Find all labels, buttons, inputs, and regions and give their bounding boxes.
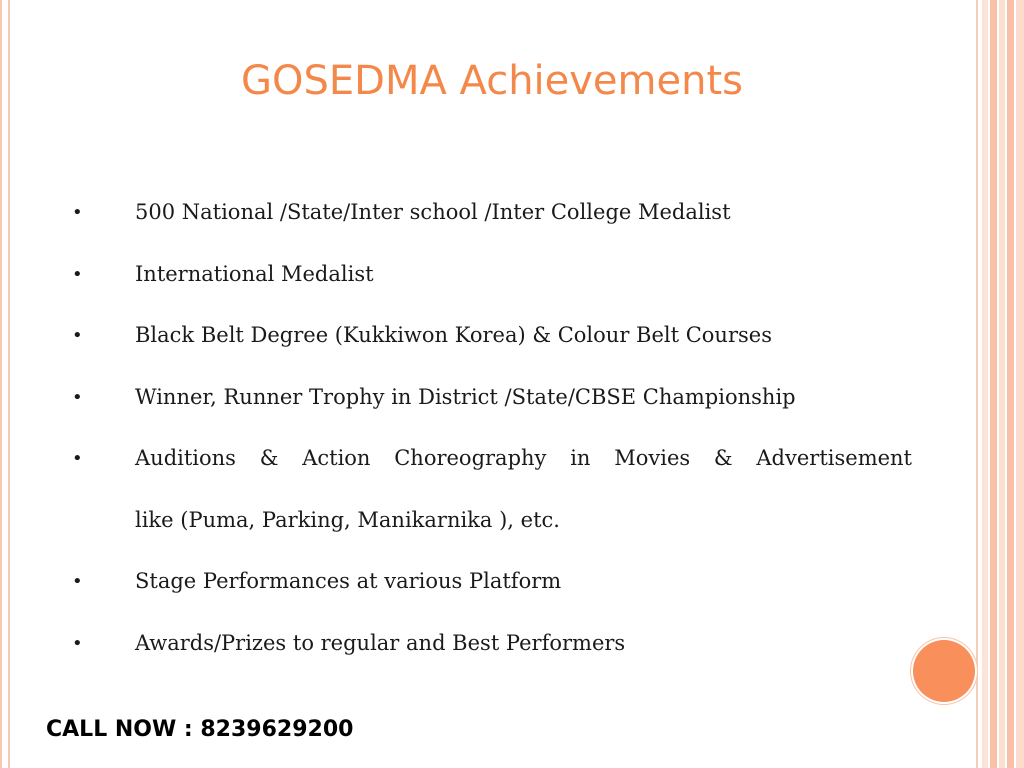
list-item — [72, 182, 912, 244]
bullet-icon: • — [72, 325, 83, 346]
list-item — [72, 613, 912, 675]
list-item — [72, 244, 912, 306]
list-item-text: Black Belt Degree (Kukkiwon Korea) & Colour Belt Courses — [135, 323, 772, 347]
list-item — [72, 551, 912, 613]
list-item — [72, 428, 912, 551]
list-item-text: Awards/Prizes to regular and Best Performers — [135, 630, 626, 655]
right-border-stripe — [1016, 0, 1024, 768]
right-border-stripe — [990, 0, 997, 768]
bullet-icon: • — [72, 448, 83, 469]
list-item — [72, 367, 912, 429]
left-border-stripe-inner — [8, 0, 10, 768]
right-border-stripe — [976, 0, 978, 768]
list-item-text-continued: like (Puma, Parking, Manikarnika ), etc. — [135, 507, 560, 532]
bullet-icon: • — [72, 632, 83, 654]
call-now-text: CALL NOW : 8239629200 — [46, 717, 354, 742]
list-item-text: 500 National /State/Inter school /Inter College Medalist — [135, 200, 731, 224]
list-item — [72, 305, 912, 367]
bullet-icon: • — [72, 386, 83, 408]
bullet-icon: • — [72, 202, 83, 223]
slide-title: GOSEDMA Achievements — [241, 58, 743, 104]
list-item-text: International Medalist — [135, 261, 374, 286]
achievement-list — [72, 182, 912, 674]
list-item-text: Stage Performances at various Platform — [135, 569, 562, 593]
list-item-text: Auditions & Action Choreography in Movies & Advertisement — [135, 446, 912, 470]
right-border-stripe — [1007, 0, 1014, 768]
bullet-icon: • — [72, 263, 83, 285]
left-border-stripe — [0, 0, 2, 768]
right-border-stripe — [982, 0, 988, 768]
right-border-stripe — [999, 0, 1005, 768]
decorative-circle — [913, 640, 975, 702]
list-item-text: Winner, Runner Trophy in District /State/CBSE Championship — [135, 384, 796, 409]
bullet-icon: • — [72, 571, 83, 592]
